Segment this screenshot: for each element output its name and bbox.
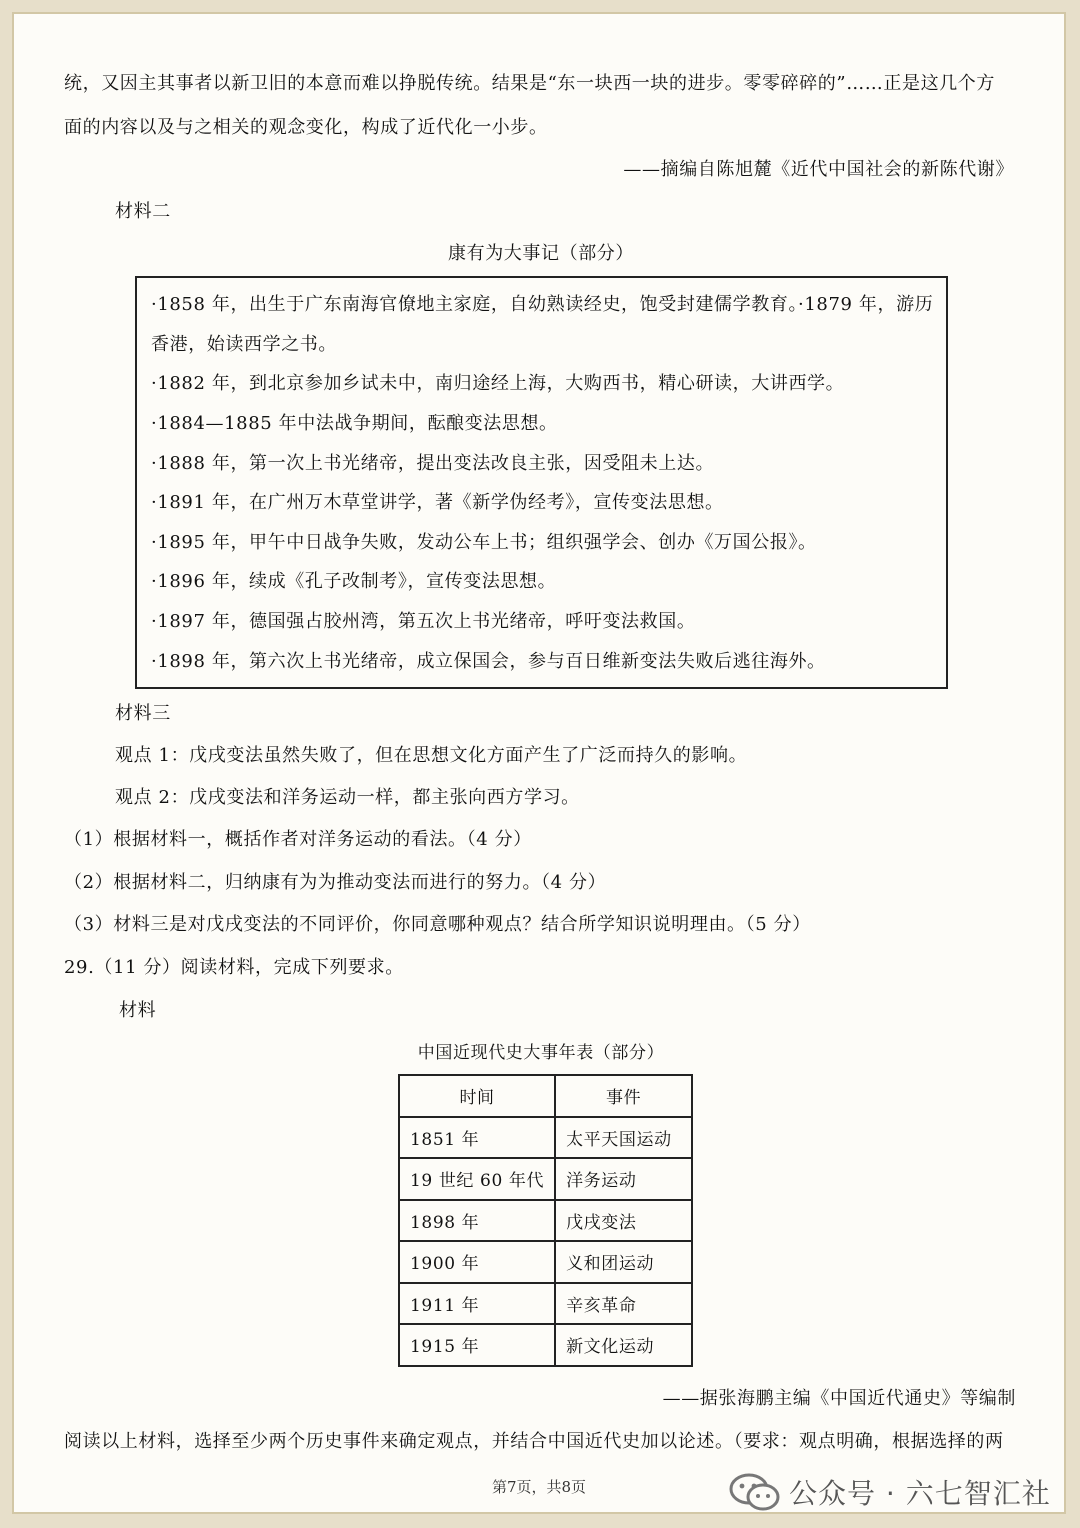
chronicle-line: ·1888 年，第一次上书光绪帝，提出变法改良主张，因受阻未上达。 bbox=[151, 453, 715, 474]
table-header-row bbox=[399, 1075, 692, 1117]
exam-page bbox=[12, 12, 1066, 1514]
material1-source: ——摘编自陈旭麓《近代中国社会的新陈代谢》 bbox=[623, 159, 1014, 180]
table-cell-event: 太平天国运动 bbox=[555, 1117, 692, 1159]
table-cell-event: 辛亥革命 bbox=[555, 1283, 692, 1325]
table-row bbox=[399, 1324, 692, 1366]
table-row bbox=[399, 1117, 692, 1159]
table-cell-event: 洋务运动 bbox=[555, 1158, 692, 1200]
column-header-event: 事件 bbox=[555, 1075, 692, 1117]
table-cell-time: 1900 年 bbox=[399, 1241, 555, 1283]
chronicle-line: ·1896 年，续成《孔子改制考》，宣传变法思想。 bbox=[151, 571, 557, 592]
chronicle-line: ·1858 年，出生于广东南海官僚地主家庭，自幼熟读经史，饱受封建儒学教育。·1879 年，游历 bbox=[151, 294, 934, 315]
table-cell-time: 1915 年 bbox=[399, 1324, 555, 1366]
material2-label: 材料二 bbox=[115, 201, 171, 222]
question-3: （3）材料三是对戊戌变法的不同评价，你同意哪种观点？结合所学知识说明理由。（5 分） bbox=[64, 914, 811, 935]
chronicle-line: ·1882 年，到北京参加乡试未中，南归途经上海，大购西书，精心研读，大讲西学。 bbox=[151, 373, 845, 394]
table-cell-time: 19 世纪 60 年代 bbox=[399, 1158, 555, 1200]
wechat-icon bbox=[729, 1473, 781, 1511]
table-cell-time: 1911 年 bbox=[399, 1283, 555, 1325]
page-number: 第7页，共8页 bbox=[491, 1478, 587, 1496]
chronicle-line: ·1891 年，在广州万木草堂讲学，著《新学伪经考》，宣传变法思想。 bbox=[151, 492, 724, 513]
table-row bbox=[399, 1158, 692, 1200]
column-header-time: 时间 bbox=[399, 1075, 555, 1117]
q29-material-label: 材料 bbox=[119, 1000, 157, 1021]
material1-text-line-1: 统，又因主其事者以新卫旧的本意而难以挣脱传统。结果是“东一块西一块的进步。零零碎碎的”……正是这几个方 bbox=[64, 73, 995, 94]
chronicle-line: 香港，始读西学之书。 bbox=[151, 334, 337, 355]
material1-text-line-2: 面的内容以及与之相关的观念变化，构成了近代化一小步。 bbox=[64, 117, 548, 138]
chronicle-line: ·1898 年，第六次上书光绪帝，成立保国会，参与百日维新变法失败后逃往海外。 bbox=[151, 651, 826, 672]
question-29-heading: 29.（11 分）阅读材料，完成下列要求。 bbox=[64, 957, 404, 978]
material3-label: 材料三 bbox=[115, 703, 171, 724]
q29-instruction: 阅读以上材料，选择至少两个历史事件来确定观点，并结合中国近代史加以论述。（要求：观点明确，根据选择的两 bbox=[64, 1431, 1004, 1452]
watermark-text: 公众号 · 六七智汇社 bbox=[789, 1477, 1051, 1510]
table-cell-time: 1898 年 bbox=[399, 1200, 555, 1242]
material3-view-1: 观点 1：戊戌变法虽然失败了，但在思想文化方面产生了广泛而持久的影响。 bbox=[115, 745, 748, 766]
table-row bbox=[399, 1200, 692, 1242]
table-cell-event: 义和团运动 bbox=[555, 1241, 692, 1283]
question-1: （1）根据材料一，概括作者对洋务运动的看法。（4 分） bbox=[64, 829, 532, 850]
kang-youwei-chronicle-box bbox=[135, 276, 948, 689]
chronicle-line: ·1897 年，德国强占胶州湾，第五次上书光绪帝，呼吁变法救国。 bbox=[151, 611, 696, 632]
table-cell-event: 戊戌变法 bbox=[555, 1200, 692, 1242]
table-cell-time: 1851 年 bbox=[399, 1117, 555, 1159]
material2-title: 康有为大事记（部分） bbox=[448, 243, 634, 264]
chronicle-line: ·1895 年，甲午中日战争失败，发动公车上书；组织强学会、创办《万国公报》。 bbox=[151, 532, 817, 553]
table-row bbox=[399, 1241, 692, 1283]
q29-source: ——据张海鹏主编《中国近代通史》等编制 bbox=[662, 1388, 1016, 1409]
event-table bbox=[398, 1074, 693, 1367]
table-cell-event: 新文化运动 bbox=[555, 1324, 692, 1366]
material3-view-2: 观点 2：戊戌变法和洋务运动一样，都主张向西方学习。 bbox=[115, 787, 580, 808]
event-table-title: 中国近现代史大事年表（部分） bbox=[417, 1043, 665, 1063]
chronicle-line: ·1884—1885 年中法战争期间，酝酿变法思想。 bbox=[151, 413, 558, 434]
table-row bbox=[399, 1283, 692, 1325]
wechat-watermark bbox=[729, 1472, 1051, 1512]
question-2: （2）根据材料二，归纳康有为为推动变法而进行的努力。（4 分） bbox=[64, 872, 607, 893]
